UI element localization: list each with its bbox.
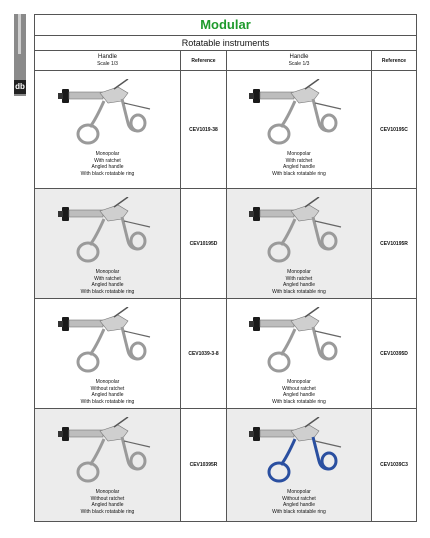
finger-loop (78, 243, 98, 261)
section-code: db (14, 80, 26, 94)
connector (249, 431, 254, 437)
section-tab (14, 14, 26, 96)
product-image-cell (227, 71, 372, 189)
description-line: Angled handle (91, 164, 124, 170)
connector (58, 211, 63, 217)
product-description (272, 489, 326, 515)
instrument-image (58, 307, 158, 377)
connector (249, 211, 254, 217)
instrument-image (58, 417, 158, 487)
description-line: Angled handle (283, 392, 315, 398)
product-image-cell (227, 299, 372, 409)
instrument-image (58, 79, 158, 149)
product-description (81, 379, 135, 405)
upper-lever (305, 417, 319, 427)
product-image-cell (35, 299, 181, 409)
description-line: Angled handle (283, 164, 315, 170)
rotatable-ring (253, 207, 260, 221)
connector (58, 321, 63, 327)
description-line: Without ratchet (90, 495, 125, 502)
description-line: Monopolar (287, 489, 311, 495)
handle-header-left (35, 51, 181, 71)
description-line: Angled handle (283, 282, 315, 288)
description-line: With black rotatable ring (272, 398, 326, 405)
description-line: With ratchet (94, 275, 121, 282)
description-line: Monopolar (95, 489, 120, 495)
rotatable-ring (62, 89, 69, 103)
product-description (272, 379, 326, 405)
catalog-table (34, 14, 417, 522)
shaft (69, 210, 103, 217)
description-line: With black rotatable ring (80, 170, 135, 177)
connector (249, 321, 254, 327)
ratchet-bar (315, 103, 341, 109)
upper-lever (114, 79, 128, 89)
finger-loop-stem (281, 439, 295, 465)
product-description (81, 269, 135, 295)
instrument-image (58, 197, 158, 267)
shaft (260, 320, 294, 327)
description-line: Angled handle (91, 502, 124, 508)
finger-loop-stem (90, 439, 104, 465)
finger-loop (78, 125, 98, 143)
description-line: With ratchet (285, 157, 313, 164)
product-image-cell (227, 409, 372, 521)
thumb-loop (131, 343, 145, 359)
connector (249, 93, 254, 99)
page-subtitle: Rotatable instruments (35, 36, 416, 51)
thumb-loop (322, 115, 336, 131)
thumb-loop (131, 453, 145, 469)
shaft (69, 92, 103, 99)
shaft (69, 320, 103, 327)
shaft (260, 92, 294, 99)
description-line: With black rotatable ring (80, 508, 135, 515)
instrument-image (249, 79, 349, 149)
rotatable-ring (62, 207, 69, 221)
upper-lever (114, 307, 128, 317)
upper-lever (305, 79, 319, 89)
upper-lever (114, 417, 128, 427)
instrument-image (249, 307, 349, 377)
thumb-loop (322, 233, 336, 249)
description-line: Angled handle (91, 392, 124, 398)
product-image-cell (35, 189, 181, 299)
finger-loop-stem (90, 101, 104, 127)
product-reference: CEV10195R (372, 189, 416, 299)
thumb-loop (131, 115, 145, 131)
thumb-loop (322, 453, 336, 469)
scale-label: Scale 1/3 (97, 61, 118, 67)
ratchet-bar (315, 331, 341, 337)
thumb-loop (322, 343, 336, 359)
rotatable-ring (62, 427, 69, 441)
description-line: Without ratchet (90, 385, 125, 392)
description-line: Monopolar (95, 269, 120, 275)
ratchet-bar (124, 331, 150, 337)
finger-loop (78, 353, 98, 371)
ratchet-bar (315, 221, 341, 227)
shaft (260, 210, 294, 217)
description-line: With ratchet (94, 157, 121, 164)
upper-lever (114, 197, 128, 207)
instrument-image (249, 417, 349, 487)
description-line: With black rotatable ring (272, 508, 326, 515)
finger-loop-stem (281, 219, 295, 245)
shaft (260, 430, 294, 437)
description-line: Monopolar (287, 151, 311, 157)
upper-lever (305, 197, 319, 207)
product-reference: CEV10395D (372, 299, 416, 409)
product-image-cell (227, 189, 372, 299)
finger-loop (269, 125, 289, 143)
rotatable-ring (62, 317, 69, 331)
description-line: With black rotatable ring (272, 288, 326, 295)
instrument-image (249, 197, 349, 267)
finger-loop (78, 463, 98, 481)
ratchet-bar (124, 221, 150, 227)
product-description (272, 269, 326, 295)
scale-label: Scale 1/3 (288, 61, 310, 67)
finger-loop (269, 243, 289, 261)
description-line: Angled handle (283, 502, 315, 508)
page-title: Modular (35, 15, 416, 36)
product-reference: CEV1039C3 (380, 462, 408, 468)
section-tab-strip (18, 14, 21, 54)
connector (58, 431, 63, 437)
finger-loop-stem (281, 329, 295, 355)
description-line: With black rotatable ring (80, 288, 135, 295)
description-line: With black rotatable ring (80, 398, 135, 405)
reference-header-left: Reference (181, 51, 227, 71)
product-reference: CEV1039-3-8 (181, 299, 227, 409)
product-image-cell (35, 71, 181, 189)
reference-header-right: Reference (372, 51, 416, 71)
product-description (81, 151, 135, 177)
ratchet-bar (124, 441, 150, 447)
handle-label: Handle (289, 54, 309, 60)
connector (58, 93, 63, 99)
rotatable-ring (253, 317, 260, 331)
description-line: With black rotatable ring (272, 170, 326, 177)
product-grid (35, 51, 416, 521)
product-image-cell (35, 409, 181, 521)
product-reference: CEV10395R (181, 409, 227, 521)
finger-loop-stem (90, 219, 104, 245)
ratchet-bar (315, 441, 341, 447)
product-reference: CEV10195D (181, 189, 227, 299)
finger-loop (269, 353, 289, 371)
finger-loop (269, 463, 289, 481)
description-line: Without ratchet (282, 385, 316, 392)
ratchet-bar (124, 103, 150, 109)
description-line: Monopolar (95, 151, 120, 157)
rotatable-ring (253, 427, 260, 441)
description-line: Monopolar (95, 379, 120, 385)
product-reference: CEV10195C (372, 71, 416, 189)
product-description (272, 151, 326, 177)
shaft (69, 430, 103, 437)
handle-label: Handle (97, 54, 117, 60)
thumb-loop (131, 233, 145, 249)
finger-loop-stem (90, 329, 104, 355)
product-reference: CEV1019-38 (181, 71, 227, 189)
description-line: Monopolar (287, 269, 311, 275)
description-line: Monopolar (287, 379, 311, 385)
finger-loop-stem (281, 101, 295, 127)
description-line: With ratchet (285, 275, 313, 282)
description-line: Angled handle (91, 282, 124, 288)
handle-header-right (227, 51, 372, 71)
description-line: Without ratchet (282, 495, 316, 502)
product-description (81, 489, 135, 515)
rotatable-ring (253, 89, 260, 103)
upper-lever (305, 307, 319, 317)
